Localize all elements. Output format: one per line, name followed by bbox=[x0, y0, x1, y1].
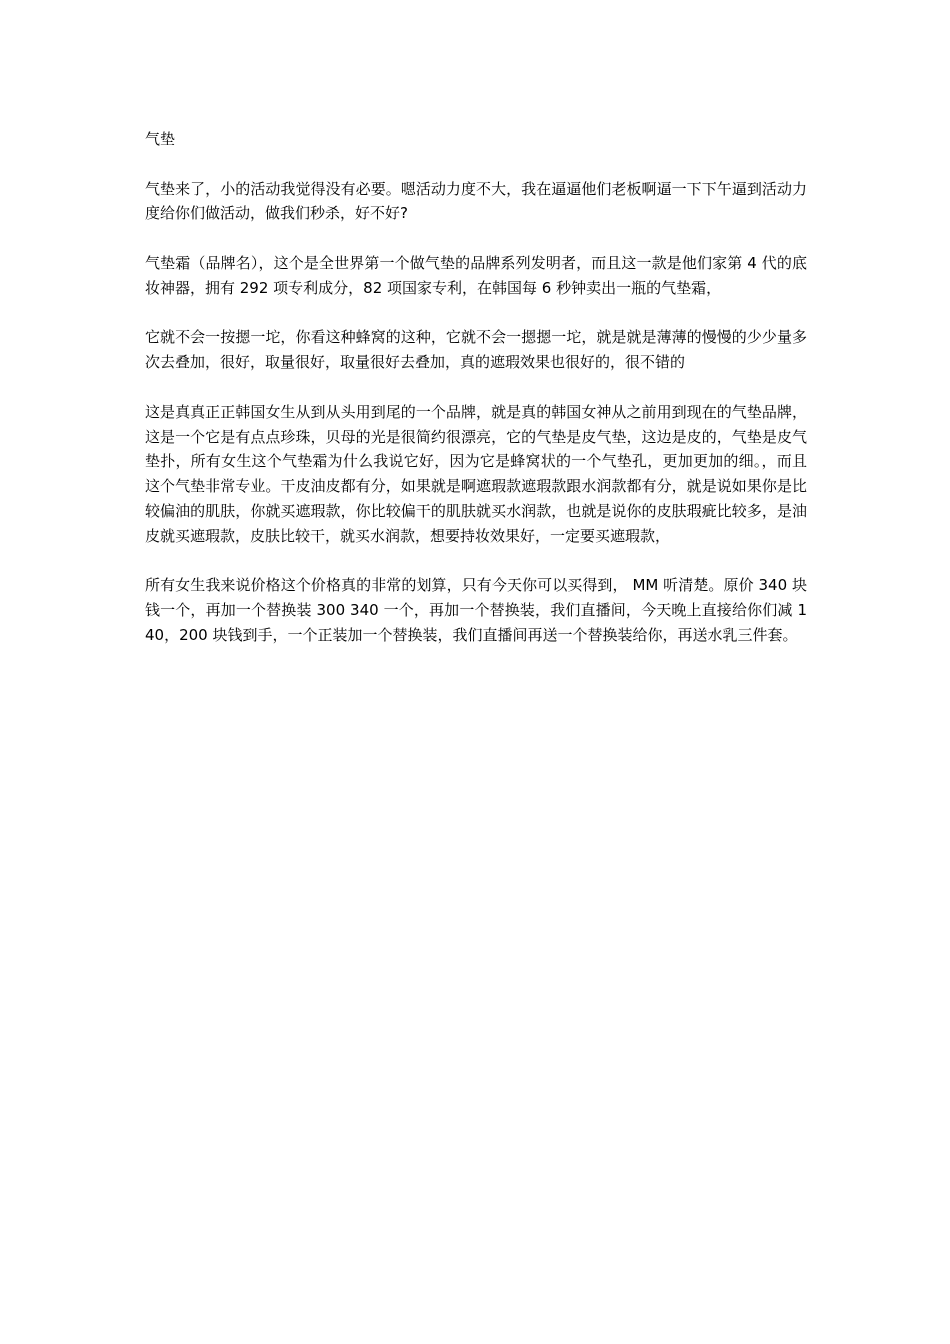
paragraph-brand: 气垫霜（品牌名），这个是全世界第一个做气垫的品牌系列发明者，而且这一款是他们家第 4 代的底妆神器，拥有 292 项专利成分，82 项国家专利，在韩国每 6 秒钟卖出一瓶的气垫霜， bbox=[145, 253, 807, 297]
paragraph-intro: 气垫来了，小的活动我觉得没有必要。嗯活动力度不大，我在逼逼他们老板啊逼一下下午逼到活动力度给你们做活动，做我们秒杀，好不好? bbox=[145, 179, 807, 223]
paragraph-price: 所有女生我来说价格这个价格真的非常的划算，只有今天你可以买得到， MM 听清楚。原价 340 块钱一个，再加一个替换装 300 340 一个，再加一个替换装，我们直播间，今天晚上直接给你们减 140，200 块钱到手，一个正装加一个替换装，我们直播间再送一个替换装给你，再送水乳三件套。 bbox=[145, 576, 807, 644]
document-body bbox=[145, 127, 807, 673]
paragraph-texture: 它就不会一按摁一坨，你看这种蜂窝的这种，它就不会一摁摁一坨，就是就是薄薄的慢慢的少少量多次去叠加，很好，取量很好，取量很好去叠加，真的遮瑕效果也很好的，很不错的 bbox=[145, 328, 807, 372]
paragraph-product-details: 这是真真正正韩国女生从到从头用到尾的一个品牌，就是真的韩国女神从之前用到现在的气垫品牌，这是一个它是有点点珍珠，贝母的光是很简约很漂亮，它的气垫是皮气垫，这边是皮的，气垫是皮气垫扑，所有女生这个气垫霜为什么我说它好，因为它是蜂窝状的一个气垫孔，更加更加的细。，而且这个气垫非常专业。干皮油皮都有分，如果就是啊遮瑕款遮瑕款跟水润款都有分，就是说如果你是比较偏油的肌肤，你就买遮瑕款，你比较偏干的肌肤就买水润款，也就是说你的皮肤瑕疵比较多，是油皮就买遮瑕款，皮肤比较干，就买水润款，想要持妆效果好，一定要买遮瑕款， bbox=[145, 402, 807, 545]
document-title: 气垫 bbox=[145, 130, 176, 148]
